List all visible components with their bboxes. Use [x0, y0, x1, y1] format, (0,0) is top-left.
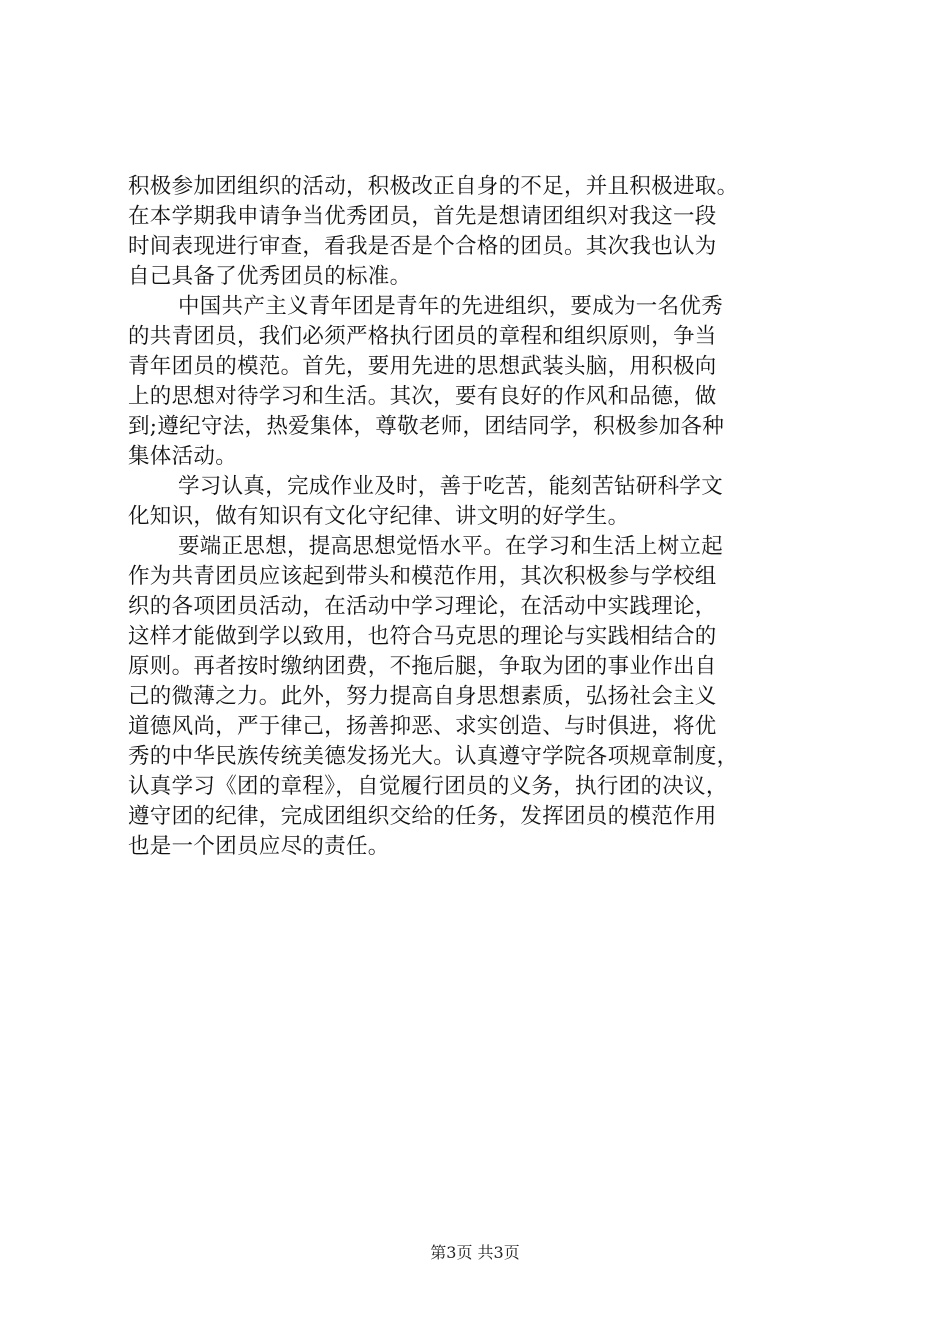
paragraph-first-line: 学习认真，完成作业及时，善于吃苦，能刻苦钻研科学文 [178, 474, 724, 499]
text-line: 原则。再者按时缴纳团费，不拖后腿，争取为团的事业作出自 [128, 654, 717, 679]
text-line: 青年团员的模范。首先，要用先进的思想武装头脑，用积极向 [128, 354, 717, 379]
text-line: 这样才能做到学以致用，也符合马克思的理论与实践相结合的 [128, 624, 717, 649]
text-line: 道德风尚，严于律己，扬善抑恶、求实创造、与时俱进，将优 [128, 714, 717, 739]
text-line: 时间表现进行审查，看我是否是个合格的团员。其次我也认为 [128, 234, 717, 259]
text-line: 集体活动。 [128, 444, 238, 469]
document-body [128, 172, 838, 862]
page-number-footer: 第3页 共3页 [430, 1243, 520, 1262]
text-line: 在本学期我申请争当优秀团员，首先是想请团组织对我这一段 [128, 204, 717, 229]
text-line: 到;遵纪守法，热爱集体，尊敬老师，团结同学，积极参加各种 [128, 414, 725, 439]
text-line: 自己具备了优秀团员的标准。 [128, 264, 412, 289]
paragraph-first-line: 中国共产主义青年团是青年的先进组织，要成为一名优秀 [178, 294, 724, 319]
text-line: 己的微薄之力。此外，努力提高自身思想素质，弘扬社会主义 [128, 684, 717, 709]
text-line: 织的各项团员活动，在活动中学习理论，在活动中实践理论， [128, 594, 717, 619]
text-line: 作为共青团员应该起到带头和模范作用，其次积极参与学校组 [128, 564, 717, 589]
text-line: 秀的中华民族传统美德发扬光大。认真遵守学院各项规章制度， [128, 744, 739, 769]
text-line: 的共青团员，我们必须严格执行团员的章程和组织原则，争当 [128, 324, 717, 349]
text-line: 遵守团的纪律，完成团组织交给的任务，发挥团员的模范作用 [128, 804, 717, 829]
text-line: 认真学习《团的章程》，自觉履行团员的义务，执行团的决议， [128, 774, 728, 799]
paragraph-first-line: 要端正思想，提高思想觉悟水平。在学习和生活上树立起 [178, 534, 724, 559]
text-line: 上的思想对待学习和生活。其次，要有良好的作风和品德，做 [128, 384, 717, 409]
text-line: 积极参加团组织的活动，积极改正自身的不足，并且积极进取。 [128, 174, 739, 199]
text-line: 也是一个团员应尽的责任。 [128, 834, 390, 859]
text-line: 化知识，做有知识有文化守纪律、讲文明的好学生。 [128, 504, 630, 529]
